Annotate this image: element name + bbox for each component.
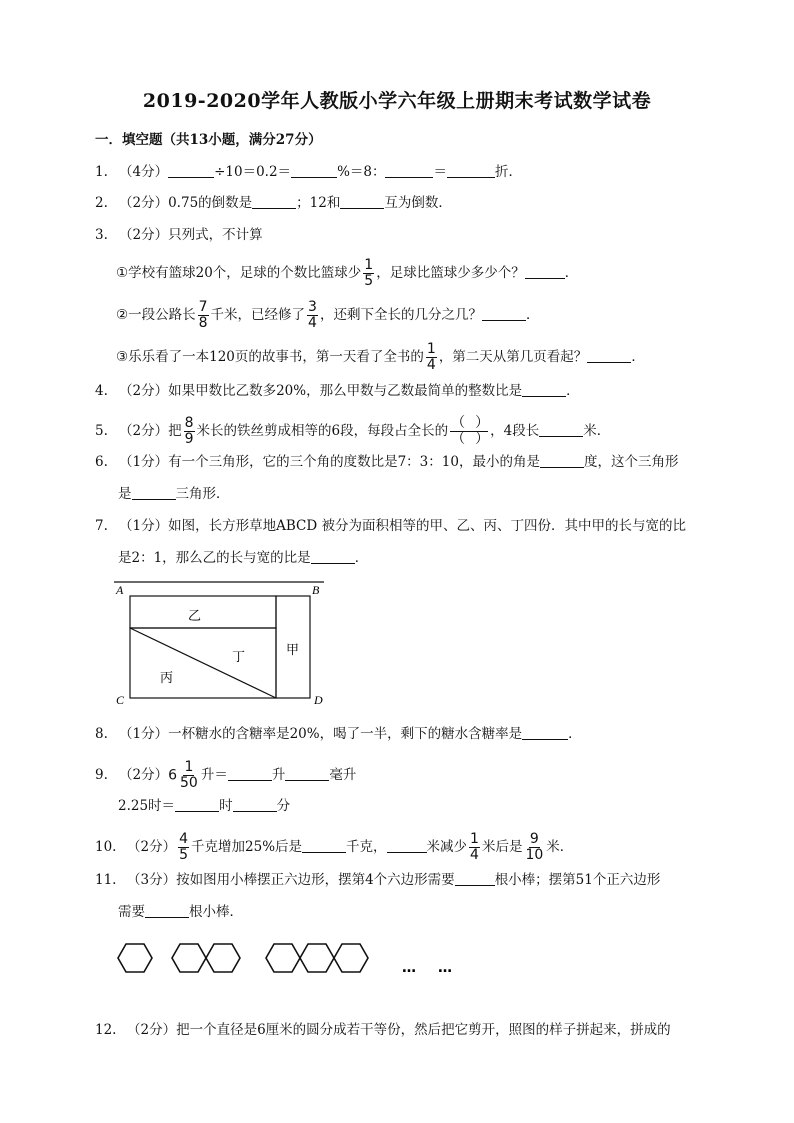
text: 米后是 <box>481 839 523 855</box>
answer-blank[interactable] <box>175 797 219 812</box>
text: ，足球比篮球少多少个？ <box>376 265 525 281</box>
text: 千米，已经修了 <box>210 307 306 323</box>
text: 毫升 <box>329 767 357 783</box>
question-number: 6. <box>95 454 108 470</box>
label-jia: 甲 <box>286 643 300 658</box>
fraction: $\frac{8}{9}$ <box>184 415 194 447</box>
text: 0.75的倒数是 <box>168 195 253 211</box>
fraction: $\frac{1}{50}$ <box>180 759 198 791</box>
diagonal-line <box>130 628 276 698</box>
text: 根小棒；摆第51个正六边形 <box>494 872 661 888</box>
text: 乐乐看了一本120页的故事书，第一天看了全书的 <box>128 349 424 365</box>
answer-blank[interactable] <box>525 264 565 279</box>
region-yi <box>130 596 276 628</box>
sub-marker: ③ <box>116 349 129 365</box>
score: （2分） <box>127 839 177 855</box>
text: 折． <box>494 164 522 180</box>
score: （2分） <box>119 767 169 783</box>
answer-blank[interactable] <box>285 766 329 781</box>
text: 把 <box>168 423 182 439</box>
question-number: 8. <box>95 726 108 742</box>
answer-blank[interactable] <box>522 725 568 740</box>
question-9 <box>95 760 356 791</box>
question-number: 2. <box>95 195 108 211</box>
score: （2分） <box>119 423 169 439</box>
text: 2.25时＝ <box>118 798 176 814</box>
label-yi: 乙 <box>188 609 202 624</box>
hexagon-2b <box>206 944 240 972</box>
text: 学校有篮球20个，足球的个数比篮球少 <box>128 265 362 281</box>
answer-blank[interactable] <box>302 838 346 853</box>
score: （2分） <box>127 1022 177 1038</box>
text: 米． <box>583 423 611 439</box>
question-3-sub-3 <box>116 342 645 373</box>
hexagon-pattern-figure <box>112 938 472 978</box>
text: 一杯糖水的含糖率是20%，喝了一半，剩下的糖水含糖率是 <box>168 726 523 742</box>
text: 千克增加25%后是 <box>191 839 303 855</box>
answer-blank[interactable] <box>540 453 584 468</box>
answer-blank[interactable] <box>145 903 189 918</box>
text: 把一个直径是6厘米的圆分成若干等份，然后把它剪开，照图的样子拼起来，拼成的 <box>176 1022 671 1038</box>
answer-blank[interactable] <box>482 306 526 321</box>
question-3-sub-2 <box>116 300 539 331</box>
text: 米长的铁丝剪成相等的6段，每段占全长的 <box>196 423 449 439</box>
label-a: A <box>116 583 124 597</box>
question-number: 7. <box>95 518 108 534</box>
score: （2分） <box>119 383 169 399</box>
answer-blank[interactable] <box>539 422 583 437</box>
text: ，第二天从第几页看起？ <box>438 349 588 365</box>
question-number: 9. <box>95 767 108 783</box>
text: 升＝ <box>200 767 228 783</box>
answer-blank[interactable] <box>340 194 384 209</box>
answer-fraction[interactable]: $\frac{()}{()}$ <box>451 415 500 447</box>
text: ． <box>564 265 579 281</box>
question-7 <box>95 516 686 536</box>
question-6-cont <box>118 484 230 504</box>
hexagon-2a <box>172 944 206 972</box>
answer-blank[interactable] <box>587 348 631 363</box>
question-number: 10. <box>95 839 117 855</box>
question-number: 11. <box>95 872 117 888</box>
text: ． <box>568 726 582 742</box>
sub-marker: ② <box>116 307 129 323</box>
text: 互为倒数． <box>384 195 452 211</box>
text: 一段公路长 <box>128 307 196 323</box>
fraction: $\frac{9}{10}$ <box>525 831 544 863</box>
label-d: D <box>314 693 323 707</box>
text: 米减少 <box>426 839 468 855</box>
question-10 <box>95 832 573 863</box>
question-7-cont <box>118 548 368 568</box>
score: （1分） <box>119 726 169 742</box>
text: 分 <box>276 798 291 814</box>
question-9-cont <box>118 796 290 816</box>
label-bing: 丙 <box>160 671 174 686</box>
hexagon-3c <box>334 944 368 972</box>
question-number: 4. <box>95 383 108 399</box>
answer-blank[interactable] <box>387 838 427 853</box>
ellipsis-2: … <box>438 960 452 976</box>
text: ． <box>525 307 540 323</box>
section-heading: 一．填空题（共13小题，满分27分） <box>95 132 322 148</box>
text: ，还剩下全长的几分之几？ <box>319 307 482 323</box>
question-number: 5. <box>95 423 108 439</box>
text: 如图，长方形草地ABCD 被分为面积相等的甲、乙、丙、丁四份．其中甲的长与宽的比 <box>168 518 686 534</box>
answer-blank[interactable] <box>447 163 495 178</box>
sub-marker: ① <box>116 265 129 281</box>
score: （4分） <box>119 164 169 180</box>
question-11 <box>95 870 660 890</box>
question-5 <box>95 416 610 447</box>
question-4 <box>95 381 580 401</box>
answer-blank[interactable] <box>252 194 296 209</box>
text: ，4段长 <box>490 423 540 439</box>
ellipsis-1: … <box>402 960 416 976</box>
text: 度，这个三角形 <box>583 454 679 470</box>
answer-blank[interactable] <box>291 163 337 178</box>
text: ． <box>566 383 580 399</box>
rectangle-figure <box>112 578 332 708</box>
answer-blank[interactable] <box>132 485 176 500</box>
question-12 <box>95 1020 671 1040</box>
score: （2分） <box>119 227 169 243</box>
question-number: 12. <box>95 1022 117 1038</box>
question-3-sub-1 <box>116 258 578 289</box>
question-number: 1. <box>95 164 108 180</box>
score: （1分） <box>119 454 169 470</box>
text: 时 <box>219 798 233 814</box>
text: ． <box>631 349 645 365</box>
text: ；12和 <box>296 195 341 211</box>
question-11-cont <box>118 902 243 922</box>
text: 只列式，不计算 <box>168 227 263 243</box>
fraction: $\frac{1}{4}$ <box>470 831 479 863</box>
score: （2分） <box>119 195 169 211</box>
page-title: 2019-2020学年人教版小学六年级上册期末考试数学试卷 <box>142 90 652 112</box>
label-b: B <box>312 583 320 597</box>
text: 按如图用小棒摆正六边形，摆第4个六边形需要 <box>176 872 455 888</box>
answer-blank[interactable] <box>455 871 495 886</box>
answer-blank[interactable] <box>385 163 433 178</box>
answer-blank[interactable] <box>228 766 272 781</box>
text: 根小棒． <box>189 904 243 920</box>
score: （3分） <box>127 872 177 888</box>
text: ． <box>354 550 369 566</box>
text: %＝8： <box>337 164 386 180</box>
text: 需要 <box>118 904 145 920</box>
fraction: $\frac{3}{4}$ <box>308 299 317 331</box>
fraction: $\frac{7}{8}$ <box>198 299 208 331</box>
label-c: C <box>116 693 125 707</box>
question-3 <box>95 225 263 245</box>
text: 三角形． <box>175 486 230 502</box>
text: ＝ <box>433 164 447 180</box>
score: （1分） <box>119 518 169 534</box>
text: 如果甲数比乙数多20%，那么甲数与乙数最简单的整数比是 <box>168 383 523 399</box>
answer-blank[interactable] <box>311 549 355 564</box>
label-ding: 丁 <box>232 650 246 665</box>
hexagon-3b <box>300 944 334 972</box>
fraction: $\frac{1}{5}$ <box>364 257 374 289</box>
text: 是 <box>118 486 132 502</box>
text: 是2：1，那么乙的长与宽的比是 <box>118 550 311 566</box>
text: ÷10＝0.2＝ <box>214 164 292 180</box>
text: 米． <box>546 839 574 855</box>
question-1 <box>95 162 522 182</box>
question-2 <box>95 193 452 213</box>
text: 升 <box>271 767 286 783</box>
answer-blank[interactable] <box>233 797 277 812</box>
hexagon-3a <box>266 944 300 972</box>
answer-blank[interactable] <box>168 163 214 178</box>
text: 有一个三角形，它的三个角的度数比是7：3：10，最小的角是 <box>168 454 540 470</box>
fraction: $\frac{4}{5}$ <box>179 831 189 863</box>
fraction: $\frac{1}{4}$ <box>426 341 436 373</box>
question-number: 3. <box>95 227 108 243</box>
answer-blank[interactable] <box>522 382 566 397</box>
mixed-whole: 6 <box>168 767 178 784</box>
question-6 <box>95 452 678 472</box>
hexagon-1 <box>118 944 152 972</box>
question-8 <box>95 724 582 744</box>
text: 千克， <box>346 839 387 855</box>
